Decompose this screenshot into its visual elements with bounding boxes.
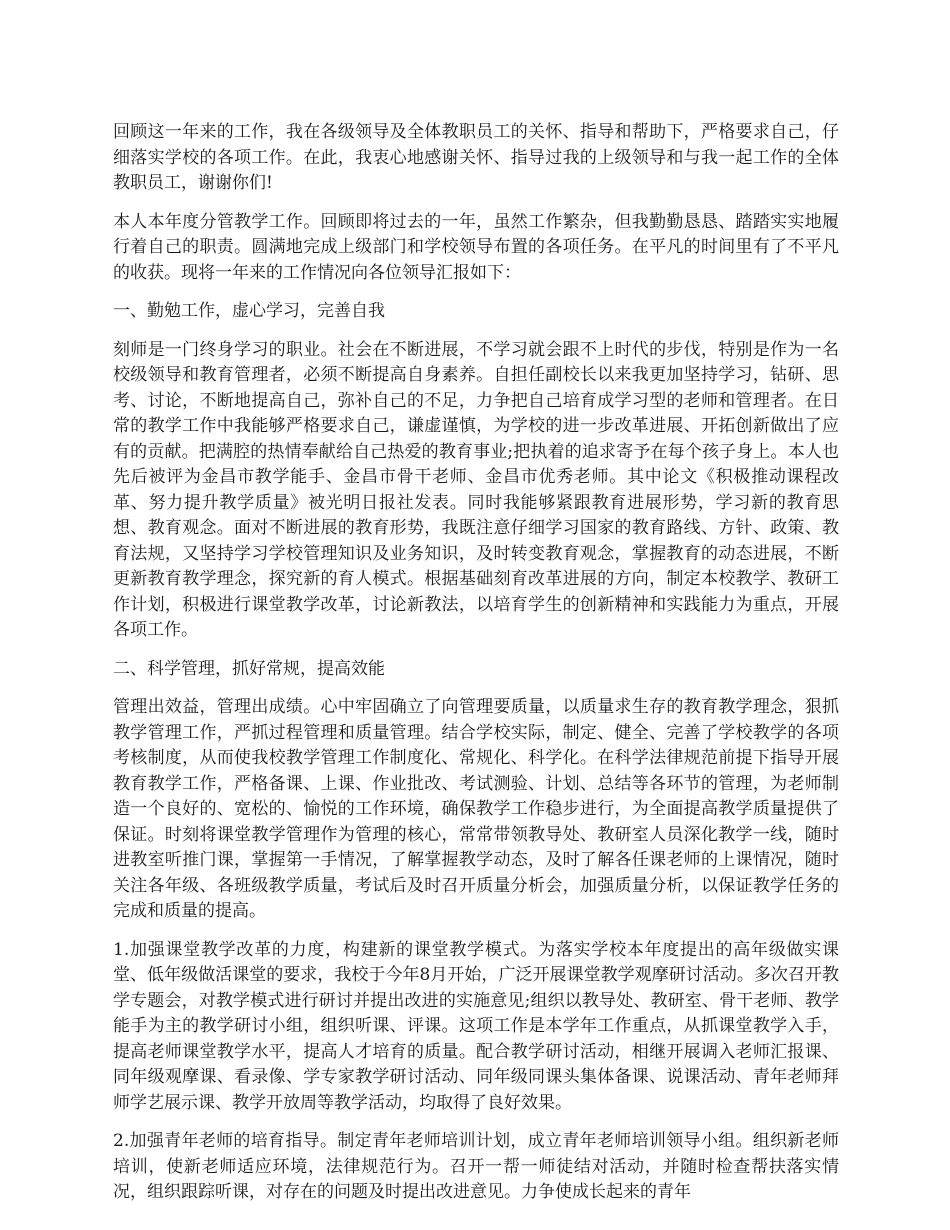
paragraph-section-2: 管理出效益，管理出成绩。心中牢固确立了向管理要质量，以质量求生存的教育教学理念，狠抓教学管理工作，严抓过程管理和质量管理。结合学校实际，制定、健全、完善了学校教学的各项考核制度，从而使我校教学管理工作制度化、常规化、科学化。在科学法律规范前提下指导开展教育教学工作，严格备课、上课、作业批改、考试测验、计划、总结等各环节的管理，为老师制造一个良好的、宽松的、愉悦的工作环境，确保教学工作稳步进行，为全面提高教学质量提供了保证。时刻将课堂教学管理作为管理的核心，常常带领教导处、教研室人员深化教学一线，随时进教室听推门课，掌握第一手情况，了解掌握教学动态，及时了解各任课老师的上课情况，随时关注各年级、各班级教学质量，考试后及时召开质量分析会，加强质量分析，以保证教学任务的完成和质量的提高。 <box>113 697 839 921</box>
section-heading-2: 二、科学管理，抓好常规，提高效能 <box>113 658 385 679</box>
paragraph-overview: 本人本年度分管教学工作。回顾即将过去的一年，虽然工作繁杂，但我勤勤恳恳、踏踏实实地履行着自己的职责。圆满地完成上级部门和学校领导布置的各项任务。在平凡的时间里有了不平凡的收获。现将一年来的工作情况向各位领导汇报如下： <box>113 211 839 283</box>
paragraph-item-2: 2.加强青年老师的培育指导。制定青年老师培训计划，成立青年老师培训领导小组。组织新老师培训，使新老师适应环境，法律规范行为。召开一帮一师徒结对活动，并随时检查帮扶落实情况，组织跟踪听课，对存在的问题及时提出改进意见。力争使成长起来的青年 <box>113 1131 839 1202</box>
document-body <box>113 120 839 1219</box>
paragraph-section-1: 刻师是一门终身学习的职业。社会在不断进展，不学习就会跟不上时代的步伐，特别是作为一名校级领导和教育管理者，必须不断提高自身素养。自担任副校长以来我更加坚持学习，钻研、思考、讨论，不断地提高自己，弥补自己的不足，力争把自己培育成学习型的老师和管理者。在日常的教学工作中我能够严格要求自己，谦虚谨慎，为学校的进一步改革进展、开拓创新做出了应有的贡献。把满腔的热情奉献给自己热爱的教育事业;把执着的追求寄予在每个孩子身上。本人也先后被评为金昌市教学能手、金昌市骨干老师、金昌市优秀老师。其中论文《积极推动课程改革、努力提升教学质量》被光明日报社发表。同时我能够紧跟教育进展形势，学习新的教育思想、教育观念。面对不断进展的教育形势，我既注意仔细学习国家的教育路线、方针、政策、教育法规，又坚持学习学校管理知识及业务知识，及时转变教育观念，掌握教育的动态进展，不断更新教育教学理念，探究新的育人模式。根据基础刻育改革进展的方向，制定本校教学、教研工作计划，积极进行课堂教学改革，讨论新教法，以培育学生的创新精神和实践能力为重点，开展各项工作。 <box>113 339 839 640</box>
paragraph-intro: 回顾这一年来的工作，我在各级领导及全体教职员工的关怀、指导和帮助下，严格要求自己，仔细落实学校的各项工作。在此，我衷心地感谢关怀、指导过我的上级领导和与我一起工作的全体教职员工，谢谢你们! <box>113 122 839 193</box>
paragraph-item-1: 1.加强课堂教学改革的力度，构建新的课堂教学模式。为落实学校本年度提出的高年级做实课堂、低年级做活课堂的要求，我校于今年8月开始，广泛开展课堂教学观摩研讨活动。多次召开教学专题会，对教学模式进行研讨并提出改进的实施意见;组织以教导处、教研室、骨干老师、教学能手为主的教学研讨小组，组织听课、评课。这项工作是本学年工作重点，从抓课堂教学入手，提高老师课堂教学水平，提高人才培育的质量。配合教学研讨活动，相继开展调入老师汇报课、同年级观摩课、看录像、学专家教学研讨活动、同年级同课头集体备课、说课活动、青年老师拜师学艺展示课、教学开放周等教学活动，均取得了良好效果。 <box>113 939 839 1113</box>
section-heading-1: 一、勤勉工作，虚心学习，完善自我 <box>113 301 385 321</box>
